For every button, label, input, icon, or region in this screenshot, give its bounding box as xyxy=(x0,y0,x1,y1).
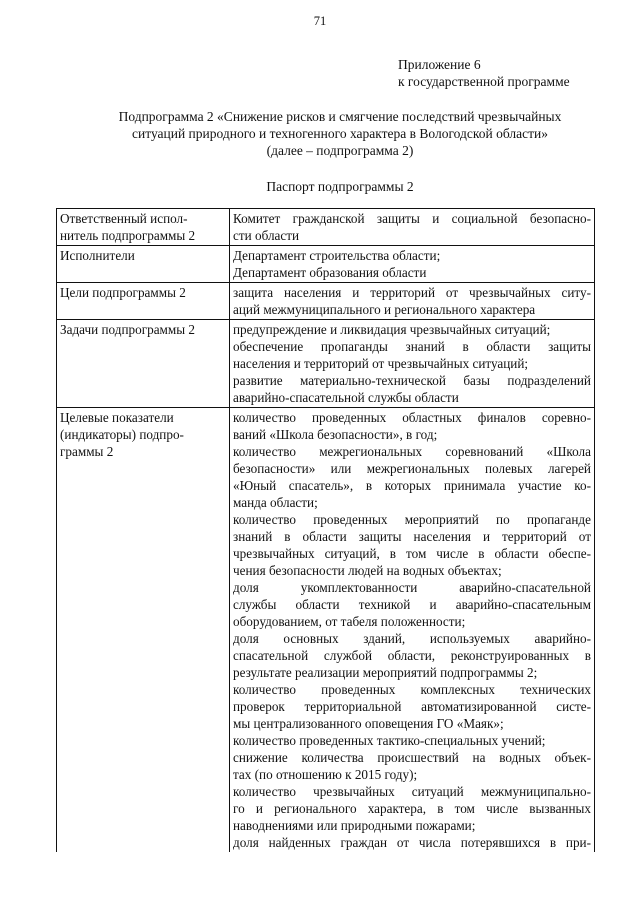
value-line: мы централизованного оповещения ГО «Маяк»; xyxy=(233,716,504,731)
value-line: чрезвычайных ситуаций, в том числе в области обеспе- xyxy=(233,546,591,561)
value-line: количество проведенных комплексных технических xyxy=(233,682,591,697)
passport-row-label xyxy=(57,283,230,320)
passport-row-value xyxy=(230,209,595,246)
value-line: доля основных зданий, используемых аварийно- xyxy=(233,631,591,646)
value-line: количество проведенных мероприятий по пропаганде xyxy=(233,512,591,527)
value-line: го и регионального характера, в том числе вызванных xyxy=(233,801,591,816)
label-line: Задачи подпрограммы 2 xyxy=(60,322,196,337)
value-line: защита населения и территорий от чрезвычайных ситу- xyxy=(233,285,591,300)
appendix-line: к государственной программе xyxy=(398,74,570,89)
value-line: сти области xyxy=(233,228,300,243)
passport-row xyxy=(57,283,595,320)
value-line: аварийно-спасательной службы области xyxy=(233,390,459,405)
passport-table-body xyxy=(57,209,595,853)
passport-row-label xyxy=(57,246,230,283)
value-line: тах (по отношению к 2015 году); xyxy=(233,767,418,782)
passport-title: Паспорт подпрограммы 2 xyxy=(266,179,414,194)
value-line: спасательной службой области, реконструированных в xyxy=(233,648,591,663)
passport-row xyxy=(57,320,595,408)
value-line: доля укомплектованности аварийно-спасательной xyxy=(233,580,591,595)
value-line: Департамент строительства области; xyxy=(233,248,441,263)
title-line: (далее – подпрограмма 2) xyxy=(266,143,414,158)
value-line: Комитет гражданской защиты и социальной безопасно- xyxy=(233,211,591,226)
title-line: Подпрограмма 2 «Снижение рисков и смягчение последствий чрезвычайных xyxy=(118,109,562,124)
value-line: оборудованием, от табеля положенности; xyxy=(233,614,466,629)
value-line: Департамент образования области xyxy=(233,265,427,280)
label-line: Цели подпрограммы 2 xyxy=(60,285,186,300)
passport-row-value xyxy=(230,246,595,283)
label-line: нитель подпрограммы 2 xyxy=(60,228,196,243)
value-line: результате реализации мероприятий подпрограммы 2; xyxy=(233,665,538,680)
value-line: безопасности» или межрегиональных полевых лагерей xyxy=(233,461,591,476)
value-line: количество проведенных областных финалов соревно- xyxy=(233,410,591,425)
value-line: наводнениями или природными пожарами; xyxy=(233,818,476,833)
value-line: количество проведенных тактико-специальных учений; xyxy=(233,733,546,748)
passport-table xyxy=(56,208,595,852)
value-line: ваний «Школа безопасности», в год; xyxy=(233,427,438,442)
passport-row-label xyxy=(57,320,230,408)
passport-row-value xyxy=(230,283,595,320)
value-line: проверок территориальной автоматизированной систе- xyxy=(233,699,591,714)
value-line: обеспечение пропаганды знаний в области защиты xyxy=(233,339,591,354)
value-line: чения безопасности людей на водных объектах; xyxy=(233,563,502,578)
label-line: Исполнители xyxy=(60,248,135,263)
label-line: граммы 2 xyxy=(60,444,114,459)
label-line: Ответственный испол- xyxy=(60,211,188,226)
appendix-line: Приложение 6 xyxy=(398,57,481,72)
passport-row xyxy=(57,209,595,246)
value-line: населения и территорий от чрезвычайных ситуаций; xyxy=(233,356,529,371)
title-line: ситуаций природного и техногенного характера в Вологодской области» xyxy=(132,126,548,141)
value-line: доля найденных граждан от числа потерявшихся в при- xyxy=(233,835,591,850)
label-line: (индикаторы) подпро- xyxy=(60,427,184,442)
value-line: манда области; xyxy=(233,495,318,510)
passport-row-label xyxy=(57,209,230,246)
value-line: знаний в области защиты населения и территорий от xyxy=(233,529,591,544)
passport-row xyxy=(57,408,595,853)
value-line: снижение количества происшествий на водных объек- xyxy=(233,750,591,765)
value-line: службы области техникой и аварийно-спасательным xyxy=(233,597,591,612)
passport-row-value xyxy=(230,408,595,853)
value-line: «Юный спасатель», в которых принимала участие ко- xyxy=(233,478,591,493)
value-line: количество чрезвычайных ситуаций межмуниципально- xyxy=(233,784,591,799)
subprogram-title xyxy=(70,108,610,159)
appendix-note xyxy=(398,56,570,90)
value-line: количество межрегиональных соревнований «Школа xyxy=(233,444,591,459)
page-number: 71 xyxy=(313,14,327,28)
value-line: развитие материально-технической базы подразделений xyxy=(233,373,591,388)
passport-row-value xyxy=(230,320,595,408)
passport-row-label xyxy=(57,408,230,853)
label-line: Целевые показатели xyxy=(60,410,174,425)
passport-row xyxy=(57,246,595,283)
value-line: предупреждение и ликвидация чрезвычайных ситуаций; xyxy=(233,322,551,337)
value-line: аций межмуниципального и регионального характера xyxy=(233,302,536,317)
